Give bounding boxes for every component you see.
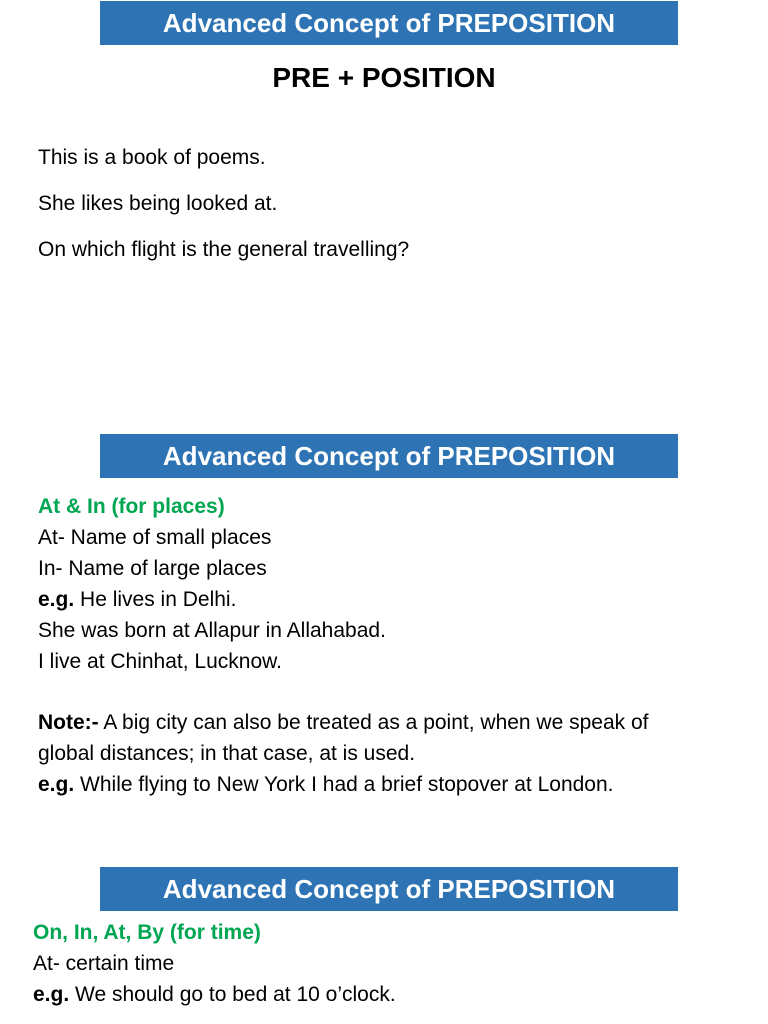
slide1-line-1: This is a book of poems. [38, 146, 266, 169]
slide2-example-2-label: e.g. [38, 773, 75, 796]
slide2-line-1: At- Name of small places [38, 526, 272, 549]
slide2-example-1 [38, 588, 236, 612]
slide3-example [33, 983, 396, 1007]
slide2-note [38, 711, 649, 735]
slide2-example-1-text: He lives in Delhi. [74, 588, 237, 611]
slide3-banner: Advanced Concept of PREPOSITION [100, 867, 678, 911]
slide2-line-4: I live at Chinhat, Lucknow. [38, 650, 282, 673]
slide3-heading: On, In, At, By (for time) [33, 921, 261, 944]
slide2-note-continued: global distances; in that case, at is used. [38, 742, 416, 765]
slide2-heading: At & In (for places) [38, 495, 225, 518]
slide2-example-2 [38, 773, 614, 797]
slide2-note-label: Note:- [38, 711, 99, 734]
slide2-example-2-text: While flying to New York I had a brief stopover at London. [74, 773, 614, 796]
slide2-line-3: She was born at Allapur in Allahabad. [38, 619, 386, 642]
slide3-example-text: We should go to bed at 10 o’clock. [69, 983, 396, 1006]
slide1-subtitle: PRE + POSITION [272, 62, 496, 93]
slide3-example-label: e.g. [33, 983, 70, 1006]
slide2-banner: Advanced Concept of PREPOSITION [100, 434, 678, 478]
slide1-line-2: She likes being looked at. [38, 192, 278, 215]
slide2-example-1-label: e.g. [38, 588, 75, 611]
slide1-banner: Advanced Concept of PREPOSITION [100, 1, 678, 45]
slide3-line-1: At- certain time [33, 952, 175, 975]
slide1-line-3: On which flight is the general travelling? [38, 238, 410, 261]
slide2-line-2: In- Name of large places [38, 557, 267, 580]
slide2-note-text: A big city can also be treated as a point, when we speak of [98, 711, 649, 734]
